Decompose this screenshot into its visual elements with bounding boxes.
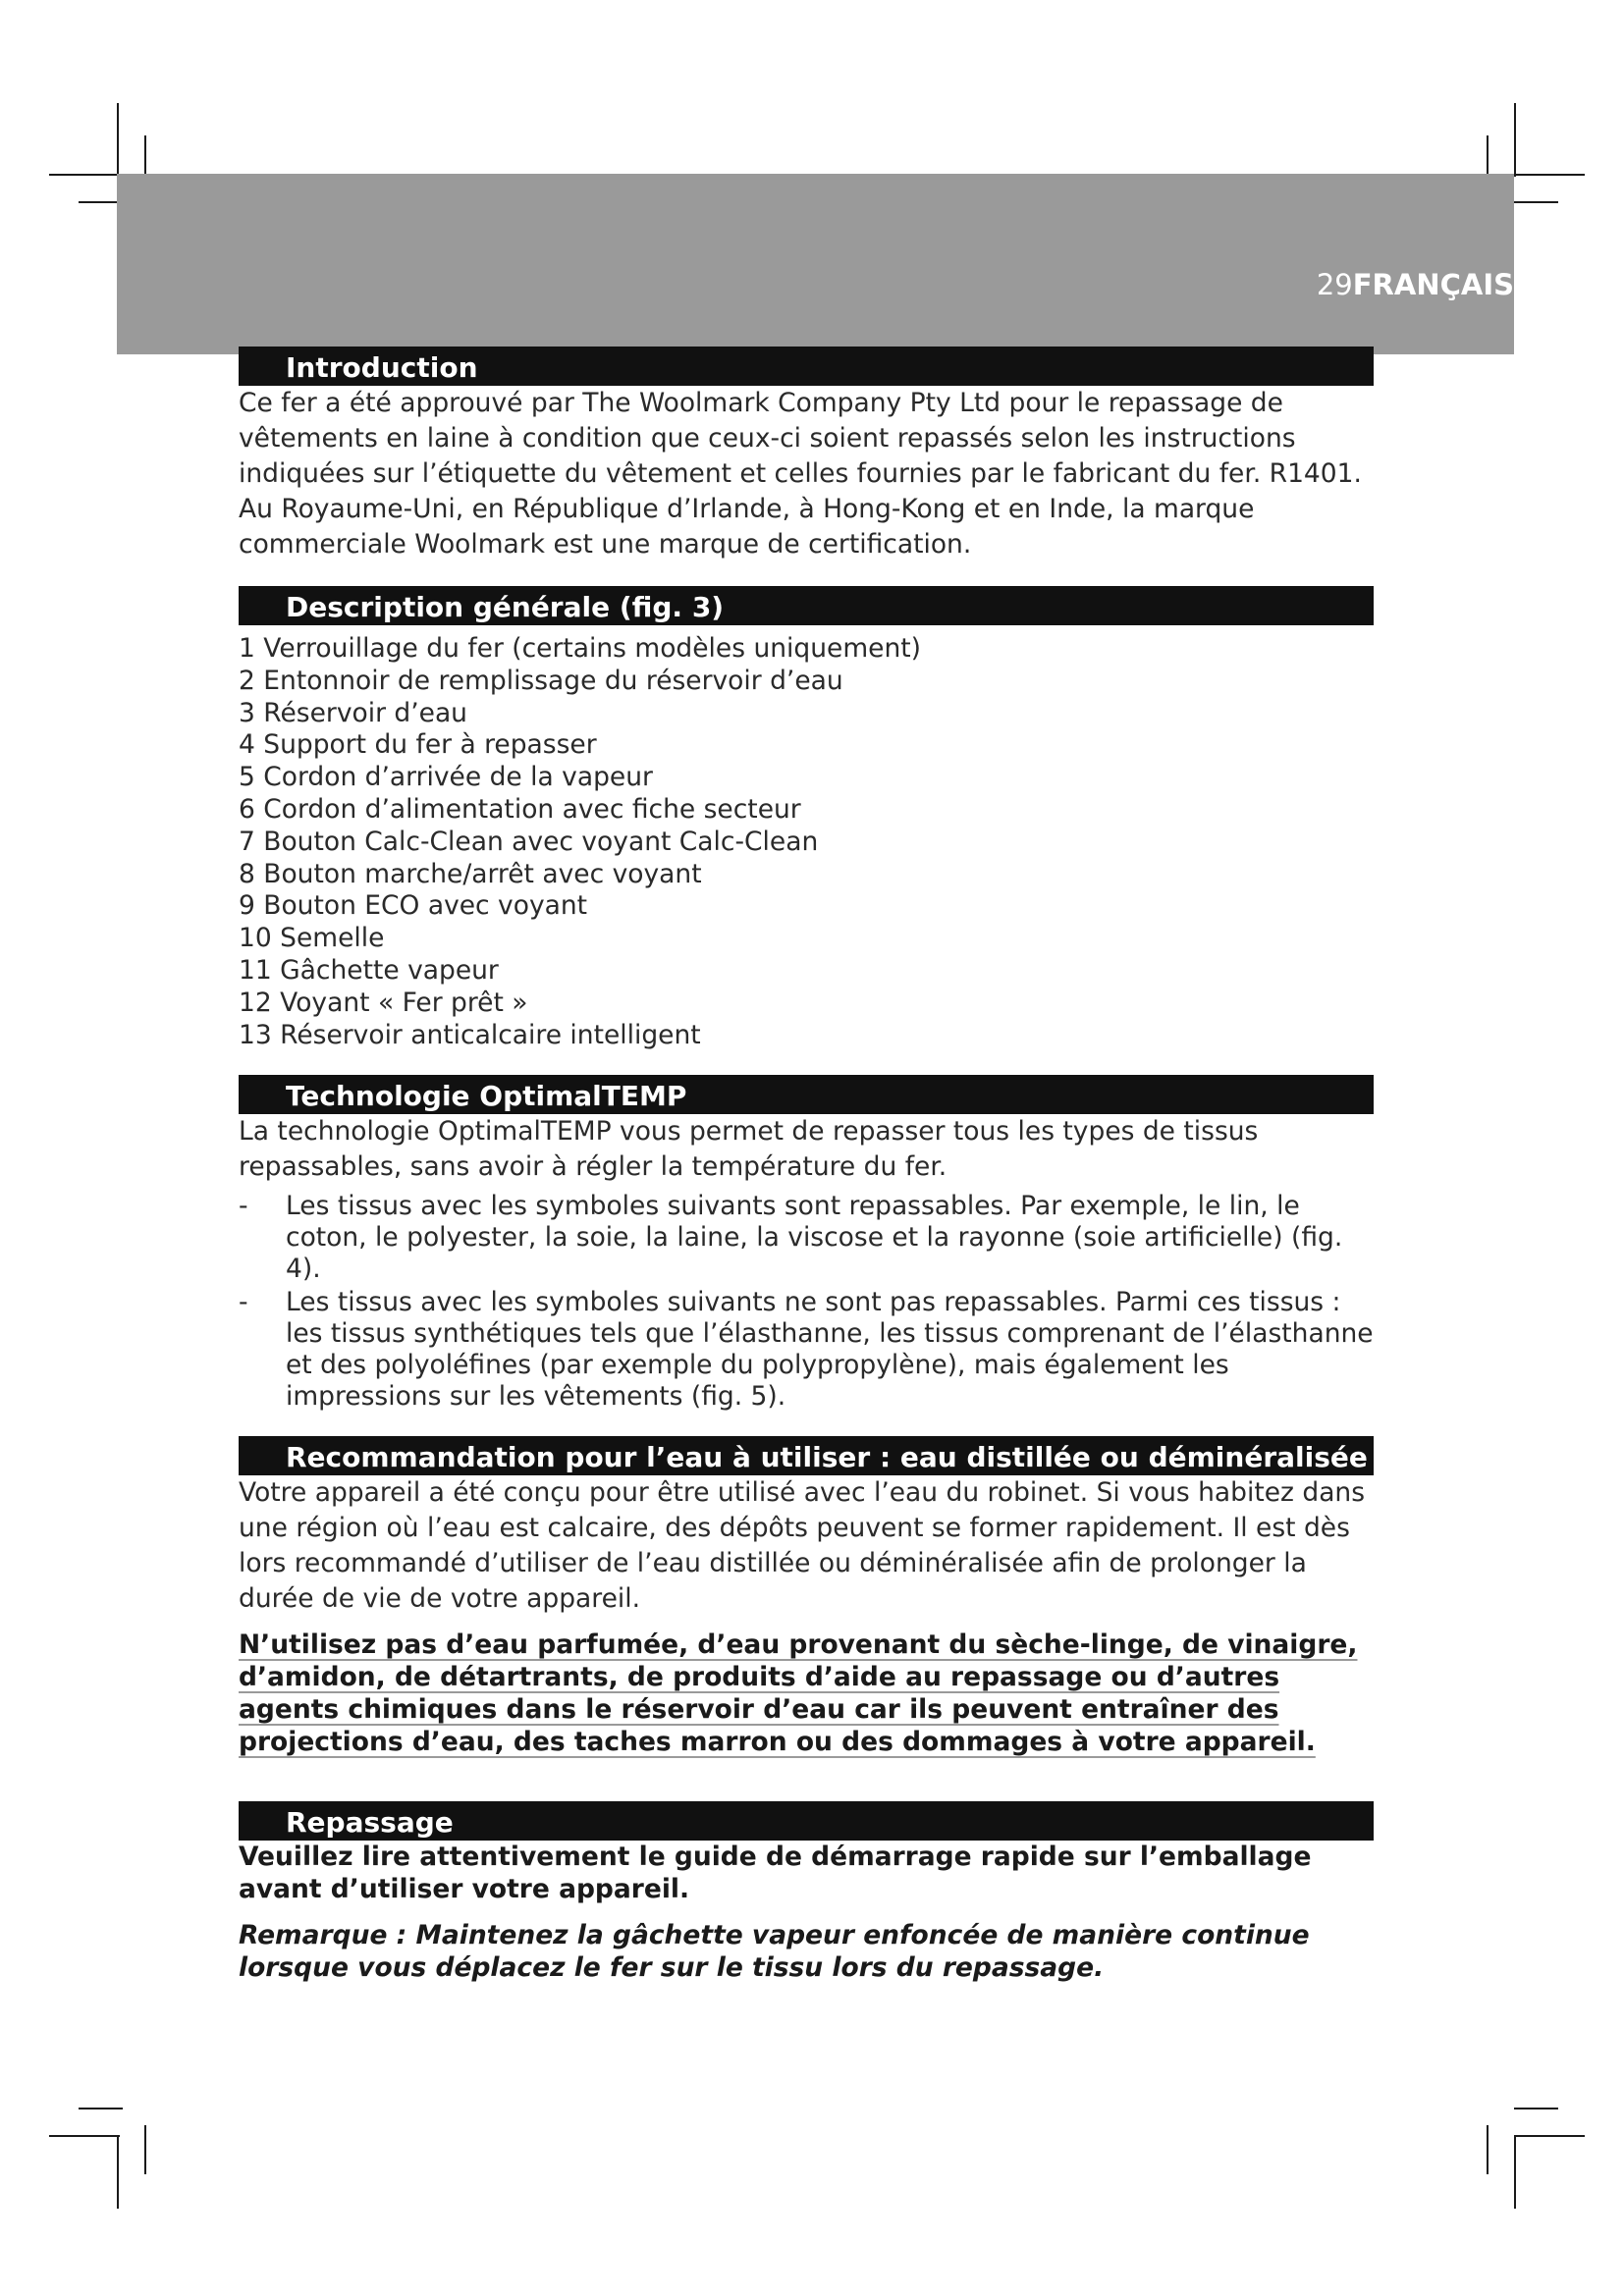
crop-mark: [1514, 2135, 1516, 2209]
water-text: Votre appareil a été conçu pour être utilisé avec l’eau du robinet. Si vous habitez dans une région où l’eau est calcaire, des dépôts peuvent se former rapidement. Il est dès lors recommandé d’utiliser de l’eau distillée ou déminéralisée afin de prolonger la durée de vie de votre appareil.: [239, 1477, 1366, 1615]
fabric-bullet-list: [239, 1191, 1374, 1413]
list-item: 2 Entonnoir de remplissage du réservoir d’eau: [239, 665, 843, 696]
page-content: [239, 347, 1374, 1984]
crop-mark: [1514, 2135, 1585, 2137]
section-heading-optimaltemp: Technologie OptimalTEMP: [239, 1075, 1374, 1114]
bullet-mark: -: [239, 1191, 248, 1222]
ironing-note: Remarque : Maintenez la gâchette vapeur enfoncée de manière continue lorsque vous déplacez le fer sur le tissu lors du repassage.: [239, 1920, 1310, 1984]
list-item: [239, 1287, 1374, 1413]
parts-list: [239, 633, 1374, 1051]
section-heading-ironing: Repassage: [239, 1801, 1374, 1841]
header-band: [117, 174, 1514, 354]
section-heading-introduction: Introduction: [239, 347, 1374, 386]
list-item: 1 Verrouillage du fer (certains modèles uniquement): [239, 633, 921, 664]
crop-mark: [144, 2125, 146, 2174]
section-heading-description: Description générale (fig. 3): [239, 586, 1374, 625]
list-item: 8 Bouton marche/arrêt avec voyant: [239, 858, 702, 889]
list-item: 7 Bouton Calc-Clean avec voyant Calc-Clean: [239, 826, 819, 857]
list-item: 5 Cordon d’arrivée de la vapeur: [239, 762, 653, 793]
list-item: 12 Voyant « Fer prêt »: [239, 987, 528, 1018]
bullet-text: Les tissus avec les symboles suivants ne sont pas repassables. Parmi ces tissus : les tissus synthétiques tels que l’élasthanne, les tissus comprenant de l’élasthanne et des polyoléfines (par exemple du polypropylène), mais également les impressions sur les vêtements (fig. 5).: [286, 1287, 1374, 1413]
introduction-text: Ce fer a été approuvé par The Woolmark Company Pty Ltd pour le repassage de vêtements en laine à condition que ceux-ci soient repassés selon les instructions indiquées sur l’étiquette du vêtement et celles fournies par le fabricant du fer. R1401. Au Royaume-Uni, en République d’Irlande, à Hong-Kong et en Inde, la marque commerciale Woolmark est une marque de certification.: [239, 388, 1362, 560]
page-header-label: [1317, 268, 1514, 301]
crop-mark: [49, 2135, 120, 2137]
crop-mark: [1514, 103, 1516, 177]
list-item: 3 Réservoir d’eau: [239, 697, 467, 728]
crop-mark: [117, 103, 119, 177]
crop-mark: [117, 2135, 119, 2209]
list-item: 4 Support du fer à repasser: [239, 729, 597, 761]
crop-mark: [1514, 2108, 1558, 2109]
crop-mark: [1514, 201, 1558, 203]
bullet-mark: -: [239, 1287, 248, 1318]
optimaltemp-text: La technologie OptimalTEMP vous permet de repasser tous les types de tissus repassables, sans avoir à régler la température du fer.: [239, 1116, 1259, 1183]
page-number: 29: [1316, 268, 1353, 301]
crop-mark: [1514, 174, 1585, 176]
list-item: 11 Gâchette vapeur: [239, 954, 499, 986]
ironing-instruction: Veuillez lire attentivement le guide de démarrage rapide sur l’emballage avant d’utiliser votre appareil.: [239, 1842, 1312, 1905]
section-heading-water: Recommandation pour l’eau à utiliser : eau distillée ou déminéralisée: [239, 1436, 1374, 1475]
bullet-text: Les tissus avec les symboles suivants sont repassables. Par exemple, le lin, le coton, le polyester, la soie, la laine, la viscose et la rayonne (soie artificielle) (fig. 4).: [286, 1191, 1343, 1285]
water-warning: N’utilisez pas d’eau parfumée, d’eau provenant du sèche-linge, de vinaigre, d’amidon, de détartrants, de produits d’aide au repassage ou d’autres agents chimiques dans le réservoir d’eau car ils peuvent entraîner des projections d’eau, des taches marron ou des dommages à votre appareil.: [239, 1629, 1358, 1758]
crop-mark: [1487, 2125, 1489, 2174]
crop-mark: [49, 174, 120, 176]
crop-mark: [79, 2108, 123, 2109]
list-item: 9 Bouton ECO avec voyant: [239, 890, 588, 922]
list-item: 6 Cordon d’alimentation avec fiche secteur: [239, 793, 801, 825]
list-item: 10 Semelle: [239, 923, 385, 954]
language-label: FRANÇAIS: [1352, 268, 1514, 301]
list-item: [239, 1191, 1374, 1285]
list-item: 13 Réservoir anticalcaire intelligent: [239, 1019, 701, 1050]
